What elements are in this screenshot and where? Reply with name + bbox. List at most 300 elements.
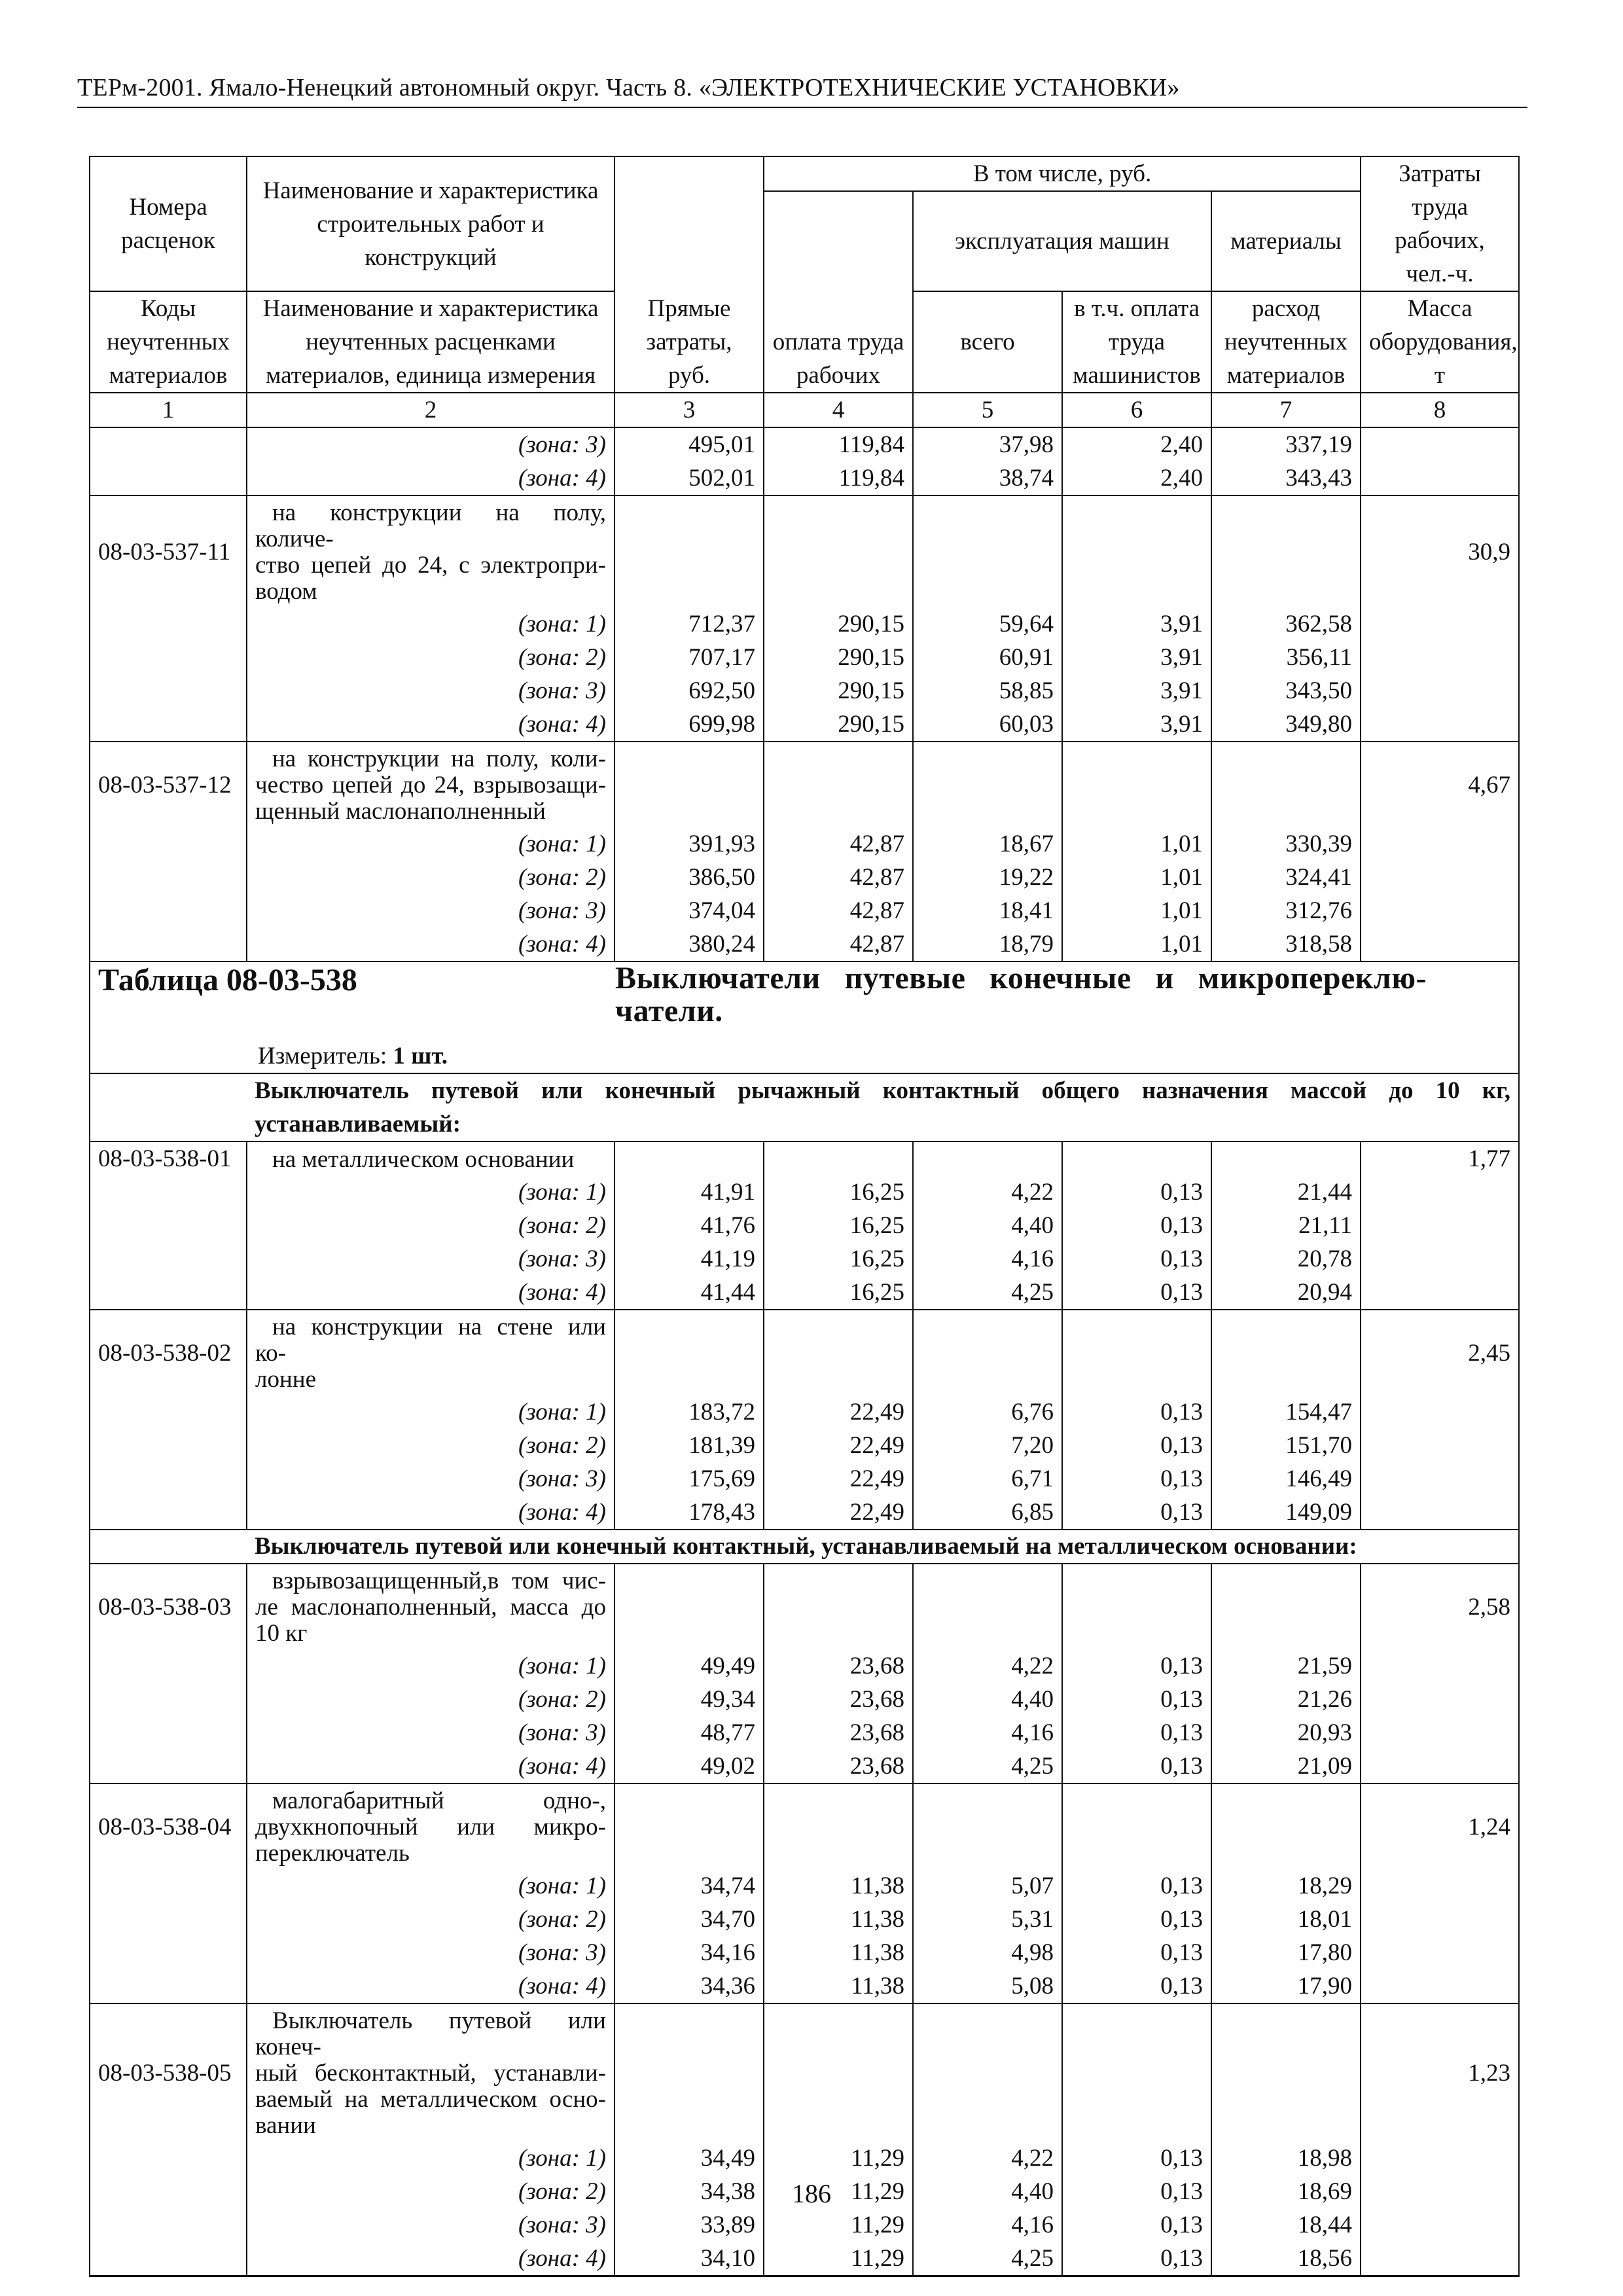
description-line: ство цепей до 24, с электропри-	[255, 552, 606, 579]
direct-cost-cell: 692,50	[615, 674, 764, 708]
labor-cost-cell: 23,68	[764, 1649, 913, 1683]
empty-cell	[1361, 1462, 1519, 1496]
materials-cost-cell: 149,09	[1211, 1496, 1361, 1530]
machinists-cost-cell: 0,13	[1062, 1276, 1211, 1310]
materials-cost-cell: 20,93	[1211, 1716, 1361, 1749]
rate-description	[247, 2003, 615, 2142]
rate-code: 08-03-537-12	[90, 742, 247, 827]
empty-cell	[1361, 1175, 1519, 1209]
column-number: 2	[247, 393, 615, 427]
empty-cell	[1361, 894, 1519, 927]
direct-cost-cell: 34,74	[615, 1869, 764, 1903]
empty-cell	[615, 742, 764, 827]
zone-label: (зона: 3)	[247, 427, 615, 461]
machinists-cost-cell: 3,91	[1062, 674, 1211, 708]
labor-cost-cell: 22,49	[764, 1395, 913, 1429]
column-numbers-row	[90, 393, 1519, 427]
rate-code: 08-03-538-05	[90, 2003, 247, 2142]
empty-cell	[90, 927, 247, 961]
machinists-cost-cell: 1,01	[1062, 927, 1211, 961]
machinists-cost-cell: 3,91	[1062, 641, 1211, 674]
machines-cost-cell: 58,85	[913, 674, 1062, 708]
zone-label: (зона: 4)	[247, 1496, 615, 1530]
zone-row	[90, 641, 1519, 674]
materials-cost-cell: 330,39	[1211, 827, 1361, 861]
labor-cost-cell: 290,15	[764, 674, 913, 708]
zone-row	[90, 1869, 1519, 1903]
machines-cost-cell: 6,71	[913, 1462, 1062, 1496]
empty-cell	[1062, 1310, 1211, 1395]
machines-cost-cell: 4,22	[913, 1175, 1062, 1209]
labor-cost-cell: 11,38	[764, 1969, 913, 2003]
zone-label: (зона: 4)	[247, 1749, 615, 1784]
rate-code: 08-03-537-11	[90, 495, 247, 607]
empty-cell	[1062, 495, 1211, 607]
materials-cost-cell: 21,09	[1211, 1749, 1361, 1784]
machines-cost-cell: 37,98	[913, 427, 1062, 461]
empty-cell	[90, 1969, 247, 2003]
machinists-cost-cell: 3,91	[1062, 607, 1211, 641]
rate-item-row	[90, 1784, 1519, 1869]
rate-item-row	[90, 1310, 1519, 1395]
header-rule	[77, 107, 1527, 108]
empty-cell	[1361, 1903, 1519, 1936]
materials-cost-cell: 18,56	[1211, 2242, 1361, 2276]
materials-cost-cell: 21,11	[1211, 1209, 1361, 1242]
group-including-header: В том числе, руб.	[764, 156, 1361, 191]
rate-code: 08-03-538-01	[90, 1141, 247, 1175]
zone-label: (зона: 1)	[247, 607, 615, 641]
empty-cell	[90, 861, 247, 894]
empty-cell	[1361, 1683, 1519, 1716]
machines-cost-cell: 4,40	[913, 1209, 1062, 1242]
machinists-cost-cell: 0,13	[1062, 1716, 1211, 1749]
machinists-cost-cell: 3,91	[1062, 708, 1211, 742]
empty-cell	[913, 1564, 1062, 1649]
labor-hours-cell: 4,67	[1361, 742, 1519, 827]
machinists-cost-cell: 0,13	[1062, 1462, 1211, 1496]
empty-cell	[90, 1429, 247, 1462]
zone-label: (зона: 1)	[247, 1175, 615, 1209]
machines-cost-cell: 4,40	[913, 1683, 1062, 1716]
col4-header: оплата труда рабочих	[764, 191, 913, 393]
empty-cell	[90, 1462, 247, 1496]
zone-row	[90, 461, 1519, 495]
description-line: на металлическом основании	[272, 1145, 575, 1173]
empty-cell	[90, 708, 247, 742]
machines-cost-cell: 4,16	[913, 2208, 1062, 2242]
machines-cost-cell: 4,22	[913, 2142, 1062, 2175]
labor-hours-cell: 1,24	[1361, 1784, 1519, 1869]
empty-cell	[1211, 1564, 1361, 1649]
rate-code: 08-03-538-03	[90, 1564, 247, 1649]
column-number: 6	[1062, 393, 1211, 427]
materials-cost-cell: 343,50	[1211, 674, 1361, 708]
machinists-cost-cell: 1,01	[1062, 894, 1211, 927]
direct-cost-cell: 374,04	[615, 894, 764, 927]
empty-cell	[1361, 927, 1519, 961]
empty-cell	[615, 1564, 764, 1649]
labor-cost-cell: 42,87	[764, 894, 913, 927]
machinists-cost-cell: 1,01	[1062, 861, 1211, 894]
zone-label: (зона: 4)	[247, 1969, 615, 2003]
rate-item-row	[90, 2003, 1519, 2142]
machines-cost-cell: 6,76	[913, 1395, 1062, 1429]
zone-row	[90, 2208, 1519, 2242]
empty-cell	[1211, 495, 1361, 607]
measure-line	[258, 1039, 1510, 1073]
materials-cost-cell: 18,01	[1211, 1903, 1361, 1936]
machines-cost-cell: 5,08	[913, 1969, 1062, 2003]
empty-cell	[90, 1242, 247, 1276]
materials-cost-cell: 20,94	[1211, 1276, 1361, 1310]
zone-row	[90, 1209, 1519, 1242]
direct-cost-cell: 707,17	[615, 641, 764, 674]
machinists-cost-cell: 0,13	[1062, 1496, 1211, 1530]
zone-row	[90, 607, 1519, 641]
page-number: 186	[792, 2179, 831, 2208]
zone-label: (зона: 3)	[247, 2208, 615, 2242]
zone-row	[90, 2142, 1519, 2175]
empty-cell	[90, 1903, 247, 1936]
labor-cost-cell: 290,15	[764, 641, 913, 674]
zone-row	[90, 1969, 1519, 2003]
empty-cell	[1361, 674, 1519, 708]
zone-row	[90, 1496, 1519, 1530]
direct-cost-cell: 181,39	[615, 1429, 764, 1462]
empty-cell	[1361, 827, 1519, 861]
group-machines-header: эксплуатация машин	[913, 191, 1211, 291]
empty-cell	[1211, 742, 1361, 827]
zone-row	[90, 1649, 1519, 1683]
empty-cell	[913, 1784, 1062, 1869]
materials-cost-cell: 356,11	[1211, 641, 1361, 674]
machinists-cost-cell: 2,40	[1062, 461, 1211, 495]
labor-cost-cell: 42,87	[764, 927, 913, 961]
direct-cost-cell: 41,44	[615, 1276, 764, 1310]
empty-cell	[90, 1209, 247, 1242]
column-number: 3	[615, 393, 764, 427]
materials-cost-cell: 18,29	[1211, 1869, 1361, 1903]
machines-cost-cell: 19,22	[913, 861, 1062, 894]
empty-cell	[90, 427, 247, 461]
empty-cell	[1062, 2003, 1211, 2142]
description-line: двухкнопочный или микро-	[255, 1814, 606, 1840]
column-number: 1	[90, 393, 247, 427]
empty-cell	[1361, 1395, 1519, 1429]
rate-item-row	[90, 1564, 1519, 1649]
direct-cost-cell: 34,70	[615, 1903, 764, 1936]
empty-cell	[90, 2142, 247, 2175]
direct-cost-cell: 41,91	[615, 1175, 764, 1209]
direct-cost-cell: 699,98	[615, 708, 764, 742]
labor-cost-cell: 11,29	[764, 2208, 913, 2242]
direct-cost-cell: 34,38	[615, 2175, 764, 2208]
empty-cell	[90, 674, 247, 708]
empty-cell	[90, 1683, 247, 1716]
zone-label: (зона: 4)	[247, 2242, 615, 2276]
labor-hours-cell: 2,45	[1361, 1310, 1519, 1395]
empty-cell	[913, 742, 1062, 827]
empty-cell	[90, 1869, 247, 1903]
labor-cost-cell: 23,68	[764, 1683, 913, 1716]
machinists-cost-cell: 1,01	[1062, 827, 1211, 861]
materials-cost-cell: 146,49	[1211, 1462, 1361, 1496]
empty-cell	[1361, 1242, 1519, 1276]
materials-cost-cell: 18,44	[1211, 2208, 1361, 2242]
price-table	[89, 156, 1518, 2277]
zone-row	[90, 1936, 1519, 1969]
empty-cell	[90, 461, 247, 495]
empty-cell	[90, 827, 247, 861]
direct-cost-cell: 49,49	[615, 1649, 764, 1683]
zone-row	[90, 927, 1519, 961]
empty-cell	[1062, 1141, 1211, 1175]
materials-cost-cell: 154,47	[1211, 1395, 1361, 1429]
rate-description	[247, 495, 615, 607]
direct-cost-cell: 34,10	[615, 2242, 764, 2276]
direct-cost-cell: 48,77	[615, 1716, 764, 1749]
zone-label: (зона: 1)	[247, 827, 615, 861]
empty-cell	[1361, 461, 1519, 495]
machines-cost-cell: 6,85	[913, 1496, 1062, 1530]
empty-cell	[90, 1175, 247, 1209]
zone-label: (зона: 2)	[247, 1683, 615, 1716]
zone-label: (зона: 3)	[247, 894, 615, 927]
labor-cost-cell: 16,25	[764, 1276, 913, 1310]
labor-cost-cell: 22,49	[764, 1462, 913, 1496]
zone-row	[90, 1462, 1519, 1496]
table-538-heading	[90, 961, 1519, 1073]
empty-cell	[90, 1496, 247, 1530]
empty-cell	[90, 894, 247, 927]
materials-cost-cell: 18,98	[1211, 2142, 1361, 2175]
empty-cell	[764, 742, 913, 827]
empty-cell	[1361, 861, 1519, 894]
direct-cost-cell: 33,89	[615, 2208, 764, 2242]
empty-cell	[1361, 708, 1519, 742]
empty-cell	[90, 1936, 247, 1969]
machines-cost-cell: 59,64	[913, 607, 1062, 641]
running-title: ТЕРм-2001. Ямало-Ненецкий автономный округ. Часть 8. «ЭЛЕКТРОТЕХНИЧЕСКИЕ УСТАНОВКИ»	[77, 74, 1180, 101]
measure-value: 1 шт.	[393, 1043, 448, 1069]
labor-cost-cell: 23,68	[764, 1716, 913, 1749]
labor-hours-cell: 2,58	[1361, 1564, 1519, 1649]
machines-cost-cell: 4,22	[913, 1649, 1062, 1683]
direct-cost-cell: 34,16	[615, 1936, 764, 1969]
labor-cost-cell: 16,25	[764, 1209, 913, 1242]
machinists-cost-cell: 0,13	[1062, 1936, 1211, 1969]
rate-item-row	[90, 1141, 1519, 1175]
col8-bottom-header: Масса оборудования, т	[1361, 291, 1519, 393]
labor-cost-cell: 22,49	[764, 1496, 913, 1530]
empty-cell	[615, 2003, 764, 2142]
labor-cost-cell: 11,29	[764, 2242, 913, 2276]
empty-cell	[90, 2208, 247, 2242]
empty-cell	[764, 2003, 913, 2142]
empty-cell	[90, 607, 247, 641]
empty-cell	[615, 1141, 764, 1175]
zone-row	[90, 1716, 1519, 1749]
description-line: 10 кг	[255, 1620, 308, 1647]
empty-cell	[1361, 1969, 1519, 2003]
direct-cost-cell: 34,36	[615, 1969, 764, 2003]
empty-cell	[1062, 1564, 1211, 1649]
machinists-cost-cell: 0,13	[1062, 1429, 1211, 1462]
labor-cost-cell: 11,38	[764, 1903, 913, 1936]
column-number: 5	[913, 393, 1062, 427]
zone-label: (зона: 4)	[247, 708, 615, 742]
machines-cost-cell: 4,40	[913, 2175, 1062, 2208]
col1-bottom-header: Коды неучтенных материалов	[90, 291, 247, 393]
labor-cost-cell: 42,87	[764, 827, 913, 861]
rate-code: 08-03-538-04	[90, 1784, 247, 1869]
empty-cell	[90, 2242, 247, 2276]
labor-cost-cell: 119,84	[764, 427, 913, 461]
zone-label: (зона: 1)	[247, 2142, 615, 2175]
empty-cell	[1361, 1496, 1519, 1530]
col3-header: Прямые затраты, руб.	[615, 156, 764, 393]
direct-cost-cell: 49,02	[615, 1749, 764, 1784]
rate-description	[247, 742, 615, 827]
materials-cost-cell: 318,58	[1211, 927, 1361, 961]
empty-cell	[1062, 1784, 1211, 1869]
zone-row	[90, 1429, 1519, 1462]
empty-cell	[1211, 1784, 1361, 1869]
machinists-cost-cell: 0,13	[1062, 2242, 1211, 2276]
labor-cost-cell: 11,38	[764, 1936, 913, 1969]
description-line: на конструкции на стене или ко-	[255, 1314, 606, 1367]
materials-cost-cell: 17,80	[1211, 1936, 1361, 1969]
zone-row	[90, 427, 1519, 461]
empty-cell	[1361, 1869, 1519, 1903]
labor-cost-cell: 16,25	[764, 1175, 913, 1209]
description-line: на конструкции на полу, количе-	[255, 499, 606, 552]
description-line: чество цепей до 24, взрывозащи-	[255, 772, 606, 798]
rate-item-row	[90, 742, 1519, 827]
labor-cost-cell: 42,87	[764, 861, 913, 894]
direct-cost-cell: 712,37	[615, 607, 764, 641]
zone-label: (зона: 4)	[247, 1276, 615, 1310]
zone-label: (зона: 4)	[247, 461, 615, 495]
zone-row	[90, 708, 1519, 742]
empty-cell	[90, 1395, 247, 1429]
zone-label: (зона: 2)	[247, 861, 615, 894]
direct-cost-cell: 502,01	[615, 461, 764, 495]
machinists-cost-cell: 0,13	[1062, 1242, 1211, 1276]
rate-item-row	[90, 495, 1519, 607]
zone-row	[90, 1395, 1519, 1429]
zone-label: (зона: 2)	[247, 641, 615, 674]
labor-hours-cell: 1,77	[1361, 1141, 1519, 1175]
machines-cost-cell: 4,16	[913, 1716, 1062, 1749]
empty-cell	[1211, 1310, 1361, 1395]
labor-hours-cell: 30,9	[1361, 495, 1519, 607]
machines-cost-cell: 60,91	[913, 641, 1062, 674]
direct-cost-cell: 49,34	[615, 1683, 764, 1716]
zone-row	[90, 894, 1519, 927]
description-line: ле маслонаполненный, масса до	[255, 1594, 606, 1621]
zone-label: (зона: 4)	[247, 927, 615, 961]
zone-row	[90, 1242, 1519, 1276]
materials-cost-cell: 21,26	[1211, 1683, 1361, 1716]
zone-label: (зона: 3)	[247, 1716, 615, 1749]
labor-cost-cell: 16,25	[764, 1242, 913, 1276]
empty-cell	[615, 495, 764, 607]
machinists-cost-cell: 2,40	[1062, 427, 1211, 461]
materials-cost-cell: 343,43	[1211, 461, 1361, 495]
direct-cost-cell: 34,49	[615, 2142, 764, 2175]
machinists-cost-cell: 0,13	[1062, 2142, 1211, 2175]
col1-top-header: Номера расценок	[90, 156, 247, 291]
empty-cell	[1211, 1141, 1361, 1175]
empty-cell	[764, 1310, 913, 1395]
zone-row	[90, 1175, 1519, 1209]
empty-cell	[1361, 2142, 1519, 2175]
zone-row	[90, 827, 1519, 861]
continued-rows	[90, 427, 1519, 495]
zone-row	[90, 861, 1519, 894]
zone-label: (зона: 2)	[247, 1903, 615, 1936]
empty-cell	[1361, 1716, 1519, 1749]
labor-cost-cell: 23,68	[764, 1749, 913, 1784]
empty-cell	[1361, 1276, 1519, 1310]
direct-cost-cell: 380,24	[615, 927, 764, 961]
zone-label: (зона: 2)	[247, 1429, 615, 1462]
empty-cell	[1361, 641, 1519, 674]
machinists-cost-cell: 0,13	[1062, 1395, 1211, 1429]
empty-cell	[90, 1276, 247, 1310]
zone-row	[90, 2242, 1519, 2276]
rate-description	[247, 1310, 615, 1395]
direct-cost-cell: 41,19	[615, 1242, 764, 1276]
group-materials-header: материалы	[1211, 191, 1361, 291]
machines-cost-cell: 18,67	[913, 827, 1062, 861]
zone-row	[90, 674, 1519, 708]
description-line: переключатель	[255, 1840, 410, 1867]
machines-cost-cell: 4,16	[913, 1242, 1062, 1276]
section-2-heading: Выключатель путевой или конечный контактный, устанавливаемый на металлическом основании:	[247, 1530, 1519, 1564]
materials-cost-cell: 18,69	[1211, 2175, 1361, 2208]
zone-row	[90, 1903, 1519, 1936]
zone-row	[90, 1749, 1519, 1784]
zone-label: (зона: 2)	[247, 2175, 615, 2208]
machinists-cost-cell: 0,13	[1062, 1903, 1211, 1936]
machinists-cost-cell: 0,13	[1062, 2208, 1211, 2242]
machines-cost-cell: 4,25	[913, 2242, 1062, 2276]
description-line: взрывозащищенный,в том чис-	[272, 1568, 606, 1594]
machinists-cost-cell: 0,13	[1062, 1175, 1211, 1209]
zone-label: (зона: 3)	[247, 1462, 615, 1496]
zone-row	[90, 1276, 1519, 1310]
zone-label: (зона: 3)	[247, 1936, 615, 1969]
table-538-description: Выключатели путевые конечные и микропереклю-чатели.	[615, 961, 1427, 1028]
labor-cost-cell: 290,15	[764, 708, 913, 742]
materials-cost-cell: 21,44	[1211, 1175, 1361, 1209]
description-line: на конструкции на полу, коли-	[272, 745, 606, 772]
zone-label: (зона: 3)	[247, 1242, 615, 1276]
machines-cost-cell: 4,25	[913, 1276, 1062, 1310]
col7-header: расход неучтенных материалов	[1211, 291, 1361, 393]
machines-cost-cell: 18,41	[913, 894, 1062, 927]
direct-cost-cell: 391,93	[615, 827, 764, 861]
labor-cost-cell: 119,84	[764, 461, 913, 495]
machinists-cost-cell: 0,13	[1062, 1969, 1211, 2003]
column-number: 7	[1211, 393, 1361, 427]
labor-cost-cell: 11,38	[764, 1869, 913, 1903]
materials-cost-cell: 20,78	[1211, 1242, 1361, 1276]
empty-cell	[1361, 2242, 1519, 2276]
